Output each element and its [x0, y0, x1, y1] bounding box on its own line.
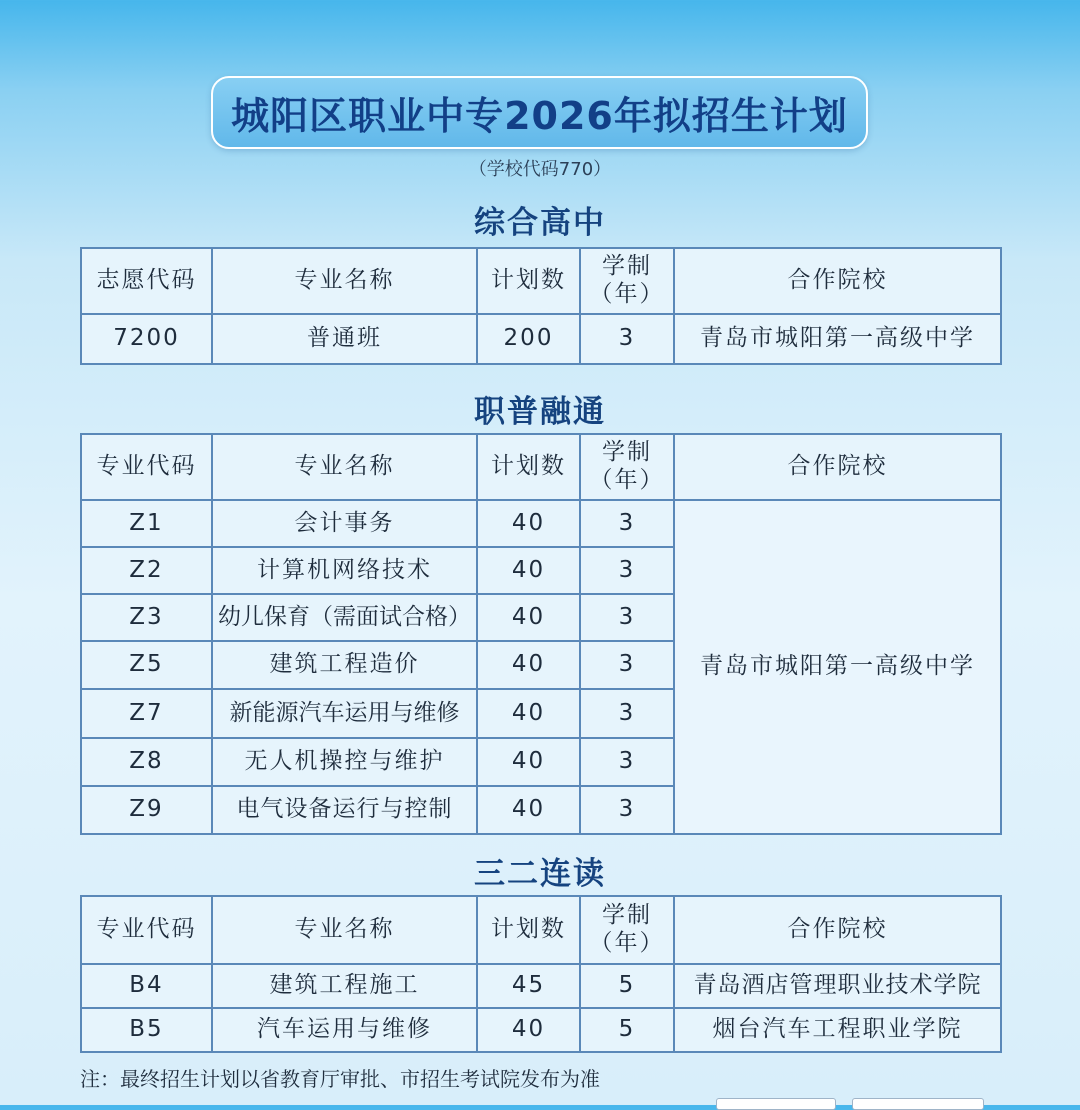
col-header-years-unit: （年）: [589, 467, 665, 493]
cell-years: 3: [580, 594, 674, 641]
cell-years: 3: [580, 641, 674, 689]
col-header-years-label: 学制: [602, 253, 652, 280]
col-header-name: 专业名称: [212, 248, 477, 314]
cell-partner: 青岛市城阳第一高级中学: [674, 314, 1001, 364]
bottom-tab-decoration: [716, 1098, 836, 1110]
cell-name: 电气设备运行与控制: [212, 786, 477, 834]
cell-name: 计算机网络技术: [212, 547, 477, 594]
cell-code: Z7: [81, 689, 212, 738]
table-comprehensive: [80, 247, 1002, 365]
table-integration: [80, 433, 1002, 835]
cell-count: 40: [477, 547, 580, 594]
cell-code: Z2: [81, 547, 212, 594]
cell-years: 3: [580, 786, 674, 834]
cell-years: 5: [580, 964, 674, 1008]
section-heading-three-two: 三二连读: [474, 856, 606, 892]
cell-count: 40: [477, 1008, 580, 1052]
cell-years: 3: [580, 738, 674, 786]
cell-code: 7200: [81, 314, 212, 364]
col-header-name: 专业名称: [212, 896, 477, 964]
table-three-two: [80, 895, 1002, 1053]
cell-count: 40: [477, 500, 580, 547]
cell-partner: 青岛酒店管理职业技术学院: [674, 964, 1001, 1008]
col-header-code: 专业代码: [81, 896, 212, 964]
col-header-years: [580, 434, 674, 500]
cell-years: 3: [580, 547, 674, 594]
section-heading-comprehensive: 综合高中: [474, 205, 606, 241]
section-heading-integration: 职普融通: [474, 394, 606, 430]
table-row: [81, 964, 1001, 1008]
cell-name: 汽车运用与维修: [212, 1008, 477, 1052]
table-row: [81, 500, 1001, 547]
col-header-years-label: 学制: [602, 902, 652, 929]
col-header-name: 专业名称: [212, 434, 477, 500]
cell-code: B4: [81, 964, 212, 1008]
cell-code: Z9: [81, 786, 212, 834]
footnote: 注：最终招生计划以省教育厅审批、市招生考试院发布为准: [80, 1067, 600, 1091]
cell-name: 新能源汽车运用与维修: [212, 689, 477, 738]
cell-name: 普通班: [212, 314, 477, 364]
page-title-text: 城阳区职业中专2026年拟招生计划: [231, 94, 848, 138]
page-title: [211, 76, 868, 149]
cell-partner-merged: 青岛市城阳第一高级中学: [674, 500, 1001, 834]
col-header-count: 计划数: [477, 434, 580, 500]
col-header-years-unit: （年）: [589, 281, 665, 307]
cell-count: 40: [477, 786, 580, 834]
cell-years: 3: [580, 314, 674, 364]
school-code-subtitle: （学校代码770）: [468, 159, 612, 180]
cell-code: Z3: [81, 594, 212, 641]
col-header-count: 计划数: [477, 896, 580, 964]
col-header-years-label: 学制: [602, 439, 652, 466]
table-row: [81, 1008, 1001, 1052]
cell-count: 40: [477, 641, 580, 689]
cell-name: 无人机操控与维护: [212, 738, 477, 786]
col-header-partner: 合作院校: [674, 434, 1001, 500]
col-header-count: 计划数: [477, 248, 580, 314]
table-row: [81, 314, 1001, 364]
col-header-years: [580, 248, 674, 314]
cell-years: 3: [580, 500, 674, 547]
col-header-partner: 合作院校: [674, 896, 1001, 964]
table-header-row: [81, 434, 1001, 500]
cell-name: 建筑工程施工: [212, 964, 477, 1008]
cell-partner: 烟台汽车工程职业学院: [674, 1008, 1001, 1052]
col-header-partner: 合作院校: [674, 248, 1001, 314]
cell-count: 40: [477, 738, 580, 786]
cell-count: 40: [477, 594, 580, 641]
cell-code: Z1: [81, 500, 212, 547]
cell-years: 5: [580, 1008, 674, 1052]
cell-count: 200: [477, 314, 580, 364]
cell-name: 会计事务: [212, 500, 477, 547]
cell-name: 幼儿保育（需面试合格）: [212, 594, 477, 641]
cell-count: 45: [477, 964, 580, 1008]
col-header-years-unit: （年）: [589, 930, 665, 956]
cell-name: 建筑工程造价: [212, 641, 477, 689]
cell-years: 3: [580, 689, 674, 738]
table-header-row: [81, 248, 1001, 314]
cell-code: B5: [81, 1008, 212, 1052]
cell-count: 40: [477, 689, 580, 738]
cell-code: Z8: [81, 738, 212, 786]
col-header-code: 志愿代码: [81, 248, 212, 314]
col-header-code: 专业代码: [81, 434, 212, 500]
bottom-tab-decoration: [852, 1098, 984, 1110]
table-header-row: [81, 896, 1001, 964]
cell-code: Z5: [81, 641, 212, 689]
col-header-years: [580, 896, 674, 964]
